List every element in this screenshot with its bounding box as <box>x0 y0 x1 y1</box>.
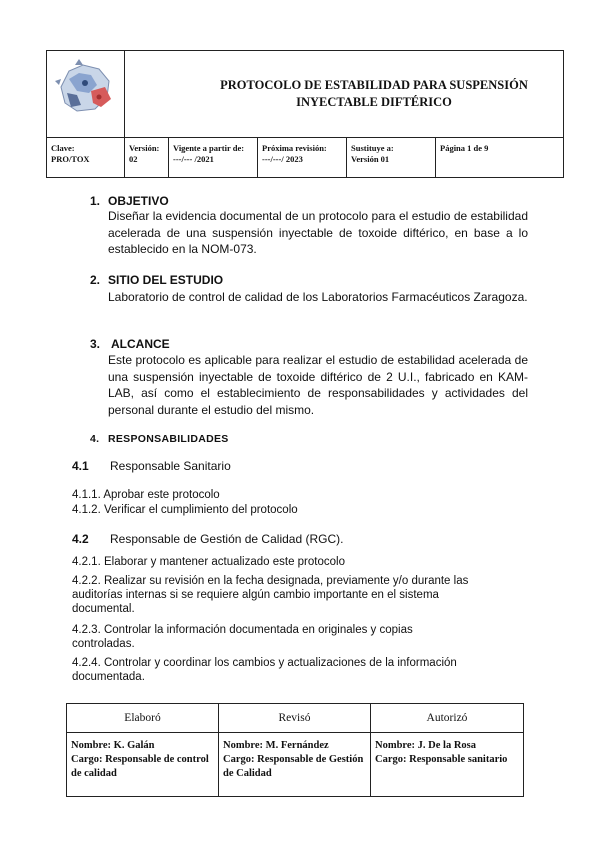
section-2-text: Laboratorio de control de calidad de los Laboratorios Farmacéuticos Zaragoza. <box>108 290 528 304</box>
list-item: 4.1.2. Verificar el cumplimiento del protocolo <box>72 504 298 516</box>
document-title: PROTOCOLO DE ESTABILIDAD PARA SUSPENSIÓN INYECTABLE DIFTÉRICO <box>220 78 528 109</box>
header-meta-row <box>47 137 563 177</box>
meta-vigente: Vigente a partir de: ---/--- /2021 <box>169 138 258 177</box>
subsection-4-2-heading: 4.2 Responsable de Gestión de Calidad (RGC). <box>72 532 344 546</box>
list-item: 4.2.2. Realizar su revisión en la fecha designada, previamente y/o durante las auditorías internas si se requiere algún cambio importante en el sistema documental. <box>72 575 469 615</box>
signature-column-reviso: Revisó Nombre: M. Fernández Cargo: Responsable de Gestión de Calidad <box>219 704 371 796</box>
section-1-heading: 1. OBJETIVO <box>90 194 169 208</box>
section-3-heading: 3. ALCANCE <box>90 337 170 351</box>
section-4-heading: 4. RESPONSABILIDADES <box>90 433 229 445</box>
subsection-4-1-heading: 4.1 Responsable Sanitario <box>72 459 231 473</box>
meta-proxima-revision: Próxima revisión: ---/---/ 2023 <box>258 138 347 177</box>
signature-column-autorizo: Autorizó Nombre: J. De la Rosa Cargo: Responsable sanitario <box>371 704 523 796</box>
title-cell <box>125 51 563 137</box>
list-item: 4.2.3. Controlar la información documentada en originales y copias controladas. <box>72 624 413 650</box>
section-3-text: Este protocolo es aplicable para realizar el estudio de estabilidad acelerada de una suspensión inyectable de toxoide diftérico de 2 U.I., fabricado en KAM-LAB, así como el establecimiento de responsabilidades y actividades del personal durante el estudio del mismo. <box>108 353 528 417</box>
signature-table <box>66 703 524 797</box>
list-item: 4.1.1. Aprobar este protocolo <box>72 489 220 501</box>
list-item: 4.2.1. Elaborar y mantener actualizado este protocolo <box>72 556 345 568</box>
section-1-text: Diseñar la evidencia documental de un protocolo para el estudio de estabilidad acelerada de una suspensión inyectable de toxoide diftérico, en base a lo establecido en la NOM-073. <box>108 209 528 256</box>
meta-pagina: Página 1 de 9 <box>440 143 489 153</box>
signature-column-elaboro: Elaboró Nombre: K. Galán Cargo: Responsable de control de calidad <box>67 704 219 796</box>
logo-cell <box>47 51 125 137</box>
meta-clave: Clave: PRO/TOX <box>47 138 125 177</box>
list-item: 4.2.4. Controlar y coordinar los cambios y actualizaciones de la información documentada. <box>72 657 457 683</box>
document-header <box>46 50 564 178</box>
meta-sustituye: Sustituye a: Versión 01 <box>347 138 436 177</box>
section-2-heading: 2. SITIO DEL ESTUDIO <box>90 273 224 287</box>
company-logo-icon <box>47 51 125 137</box>
meta-version: Versión: 02 <box>125 138 169 177</box>
